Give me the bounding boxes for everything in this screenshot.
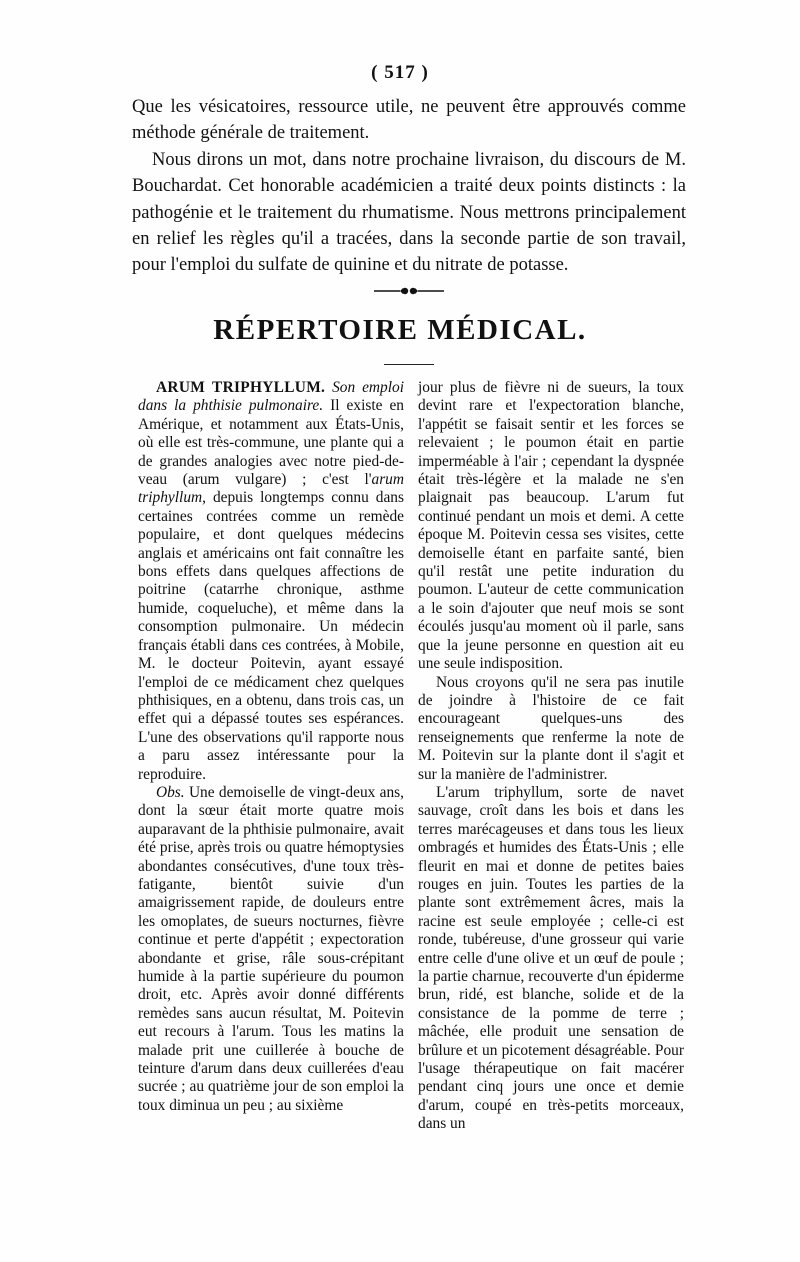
intro-paragraph: Que les vésicatoires, ressource utile, ne peuvent être approuvés comme méthode générale de traitement. [132,97,686,144]
intro-text [132,94,686,279]
article-paragraph: Nous croyons qu'il ne sera pas inutile de joindre à l'histoire de ce fait encourageant quelques-uns des renseignements que renferme la note de M. Poitevin sur la plante dont il s'agit et sur la manière de l'administrer. [418,673,684,783]
observation-text: Une demoiselle de vingt-deux ans, dont la sœur était morte quatre mois auparavant de la phthisie pulmonaire, avait été prise, après trois ou quatre hémoptysies abondantes consécutives, d'une toux très-fatigante, bientôt suivie d'un amaigrissement rapide, de douleurs entre les omoplates, de sueurs nocturnes, fièvre continue et perte d'appétit ; expectoration abondante et grise, râle sous-crépitant humide à la partie supérieure du poumon droit, etc. Après avoir donné différents remèdes sans aucun résultat, M. Poitevin eut recours à l'arum. Tous les matins la malade prit une cuillerée à bouche de teinture d'arum dans deux cuillerées d'eau sucrée ; au quatrième jour de son emploi la toux diminua un peu ; au sixième [138,783,404,1114]
article-text: , depuis longtemps connu dans certaines contrées comme un remède populaire, et dont quelques médecins anglais et américains ont fait connaître les bons effets dans quelques affections de poitrine (catarrhe chronique, asthme humide, coqueluche), et même dans la consomption pulmonaire. Un médecin français établi dans ces contrées, à Mobile, M. le docteur Poitevin, ayant essayé l'emploi de ce médicament chez quelques phthisiques, en a obtenu, dans trois cas, un effet qui a dépassé toutes ses espérances. L'une des observations qu'il rapporte nous a paru assez intéressante pour la reproduire. [138,489,404,783]
right-column [418,379,684,1134]
article-italic-term: arum triphyllum [138,471,404,507]
article-paragraph: L'arum triphyllum, sorte de navet sauvage, croît dans les bois et dans les terres marécageuses et dans tous les lieux ombragés et humides des États-Unis ; elle fleurit en mai et donne de petites baies rouges en juin. Toutes les parties de la plante sont extrêmement âcres, mais la racine est seule employée ; celle-ci est ronde, tubéreuse, d'une grosseur qui varie entre celle d'une olive et un œuf de poule ; la partie charnue, recouverte d'un épiderme brun, ridé, est blanche, solide et de la consistance de la pomme de terre ; mâchée, elle produit une sensation de brûlure et un picotement désagréable. Pour l'usage thérapeutique on fait macérer pendant cinq jours une once et demie d'arum, coupé en très-petits morceaux, dans un [418,783,684,1133]
title-rule [384,364,434,365]
observation-paragraph [138,784,404,1115]
obs-label: Obs. [156,783,185,801]
article-text: Il existe en Amérique, et notamment aux États-Unis, où elle est très-commune, une plante qui a de grandes analogies avec notre pied-de-veau (arum vulgare) ; c'est l' [138,397,404,489]
intro-paragraph: Nous dirons un mot, dans notre prochaine livraison, du discours de M. Bouchardat. Cet honorable académicien a traité deux points distincts : la pathogénie et le traitement du rhumatisme. Nous mettrons principalement en relief les règles qu'il a tracées, dans la seconde partie de son travail, pour l'emploi du sulfate de quinine et du nitrate de potasse. [132,149,686,276]
article-paragraph [138,379,404,784]
article-paragraph: jour plus de fièvre ni de sueurs, la toux devint rare et l'expectoration blanche, l'appétit se faisait sentir et les forces se relevaient ; le poumon était en partie imperméable à l'air ; cependant la dyspnée était très-légère et la malade ne s'en plaignait pas beaucoup. L'arum fut continué pendant un mois et demi. A cette époque M. Poitevin cessa ses visites, cette demoiselle étant en parfaite santé, bien qu'il restât une petite induration du poumon. L'auteur de cette communication a le soin d'ajouter que neuf mois se sont écoulés jusqu'au moment où il parle, sans que la jeune personne en question ait eu une seule indisposition. [418,379,684,673]
left-column [138,379,404,1115]
article-headword: ARUM TRIPHYLLUM. [156,379,326,396]
page-number: ( 517 ) [371,62,429,83]
article-subhead: Son emploi dans la phthisie pulmonaire. [138,379,404,415]
section-title: RÉPERTOIRE MÉDICAL. [213,314,587,346]
ornament-divider-icon [372,284,446,298]
